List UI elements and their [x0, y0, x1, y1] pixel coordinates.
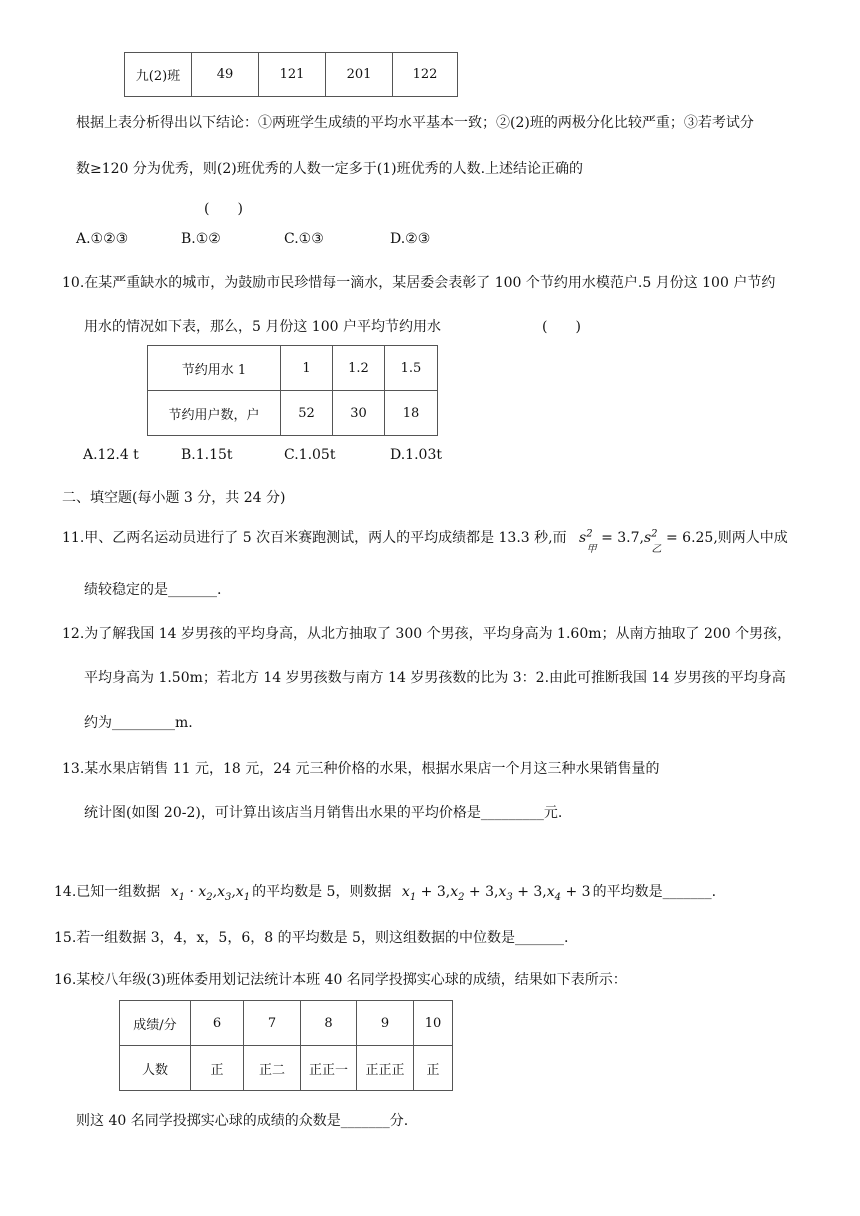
table-cell: 1.2	[333, 346, 385, 391]
table-header-cell: 人数	[120, 1046, 191, 1091]
q14-text-b: 的平均数是 5，则数据	[252, 884, 392, 900]
table-cell: 6	[191, 1001, 244, 1046]
q9-option-a: A.①②③	[76, 231, 129, 247]
q13-line1: 13.某水果店销售 11 元，18 元，24 元三种价格的水果，根据水果店一个月这三种水果销售量的	[62, 761, 660, 777]
table-cell: 122	[393, 53, 458, 97]
table-cell: 9	[357, 1001, 414, 1046]
variance-value-1: = 3.7,	[601, 530, 644, 546]
q11-line2: 绩较稳定的是_______.	[84, 582, 222, 598]
variance-sub-yi: 乙	[651, 543, 662, 555]
section-heading: 二、填空题(每小题 3 分，共 24 分)	[62, 490, 286, 506]
q12-line2: 平均身高为 1.50m；若北方 14 岁男孩数与南方 14 岁男孩数的比为 3：2.由此可推断我国 14 岁男孩的平均身高	[84, 670, 786, 686]
table-row	[148, 391, 438, 436]
table-header-cell: 节约用水 1	[148, 346, 281, 391]
tally-table	[119, 1000, 453, 1091]
q9-answer-paren: ( )	[204, 201, 243, 217]
table-cell: 8	[301, 1001, 357, 1046]
q10-option-c: C.1.05t	[284, 447, 336, 463]
table-cell: 正正正	[357, 1046, 414, 1091]
table-row	[120, 1001, 453, 1046]
table-cell: 30	[333, 391, 385, 436]
q16-line2: 则这 40 名同学投掷实心球的成绩的众数是_______分.	[76, 1113, 409, 1129]
q10-line1: 10.在某严重缺水的城市，为鼓励市民珍惜每一滴水，某居委会表彰了 100 个节约用水模范户.5 月份这 100 户节约	[62, 275, 776, 291]
q13-line2: 统计图(如图 20-2)，可计算出该店当月销售出水果的平均价格是_________元.	[84, 805, 563, 821]
variance-sub-jia: 甲	[586, 543, 597, 555]
q9-line2: 数≥120 分为优秀，则(2)班优秀的人数一定多于(1)班优秀的人数.上述结论正确的	[76, 161, 584, 177]
score-table-top	[124, 52, 458, 97]
water-saving-table	[147, 345, 438, 436]
q14-text-a: 14.已知一组数据	[54, 884, 161, 900]
table-row	[120, 1046, 453, 1091]
q11-line1	[62, 527, 788, 555]
data-set-formula: $x_1 \cdot x_2,x_3,x_1$	[170, 884, 251, 903]
table-cell: 7	[244, 1001, 301, 1046]
q10-option-d: D.1.03t	[390, 447, 442, 463]
q11-text-b: 则两人中成	[717, 530, 788, 546]
q9-option-c: C.①③	[284, 231, 324, 247]
table-cell: 正	[414, 1046, 453, 1091]
q15-line: 15.若一组数据 3，4，x，5，6，8 的平均数是 5，则这组数据的中位数是_______.	[54, 930, 569, 946]
table-cell: 10	[414, 1001, 453, 1046]
table-header-cell: 成绩/分	[120, 1001, 191, 1046]
table-cell: 201	[326, 53, 393, 97]
table-cell: 49	[192, 53, 259, 97]
variance-formula: $s^2_甲 = 3.7,s^2_乙 = 6.25$,	[579, 528, 718, 555]
q12-line3: 约为_________m.	[84, 715, 193, 731]
q9-option-b: B.①②	[181, 231, 221, 247]
q10-answer-paren: ( )	[542, 319, 581, 335]
q10-option-b: B.1.15t	[181, 447, 233, 463]
q12-line1: 12.为了解我国 14 岁男孩的平均身高，从北方抽取了 300 个男孩，平均身高为 1.60m；从南方抽取了 200 个男孩，	[62, 626, 792, 642]
q16-line1: 16.某校八年级(3)班体委用划记法统计本班 40 名同学投掷实心球的成绩，结果如下表所示：	[54, 972, 627, 988]
table-cell: 正	[191, 1046, 244, 1091]
table-row	[148, 346, 438, 391]
q11-text-a: 11.甲、乙两名运动员进行了 5 次百米赛跑测试，两人的平均成绩都是 13.3 秒,而	[62, 530, 567, 546]
table-cell: 121	[259, 53, 326, 97]
table-cell: 正二	[244, 1046, 301, 1091]
variance-value-2: = 6.25,	[665, 530, 718, 546]
table-cell: 18	[385, 391, 438, 436]
table-cell: 正正一	[301, 1046, 357, 1091]
q9-line1: 根据上表分析得出以下结论：①两班学生成绩的平均水平基本一致；②(2)班的两极分化比较严重；③若考试分	[76, 115, 754, 131]
q10-line2: 用水的情况如下表，那么，5 月份这 100 户平均节约用水	[84, 319, 441, 335]
table-cell: 52	[281, 391, 333, 436]
table-cell: 1	[281, 346, 333, 391]
q14-line	[54, 881, 716, 903]
data-set-shifted-formula: $x_1 + 3,x_2 + 3,x_3 + 3,x_4 + 3$	[401, 884, 591, 903]
q10-option-a: A.12.4 t	[83, 447, 139, 463]
q14-text-c: 的平均数是_______.	[592, 884, 717, 900]
table-cell: 九(2)班	[125, 53, 192, 97]
q9-option-d: D.②③	[390, 231, 431, 247]
table-row	[125, 53, 458, 97]
table-cell: 1.5	[385, 346, 438, 391]
table-header-cell: 节约用户数，户	[148, 391, 281, 436]
